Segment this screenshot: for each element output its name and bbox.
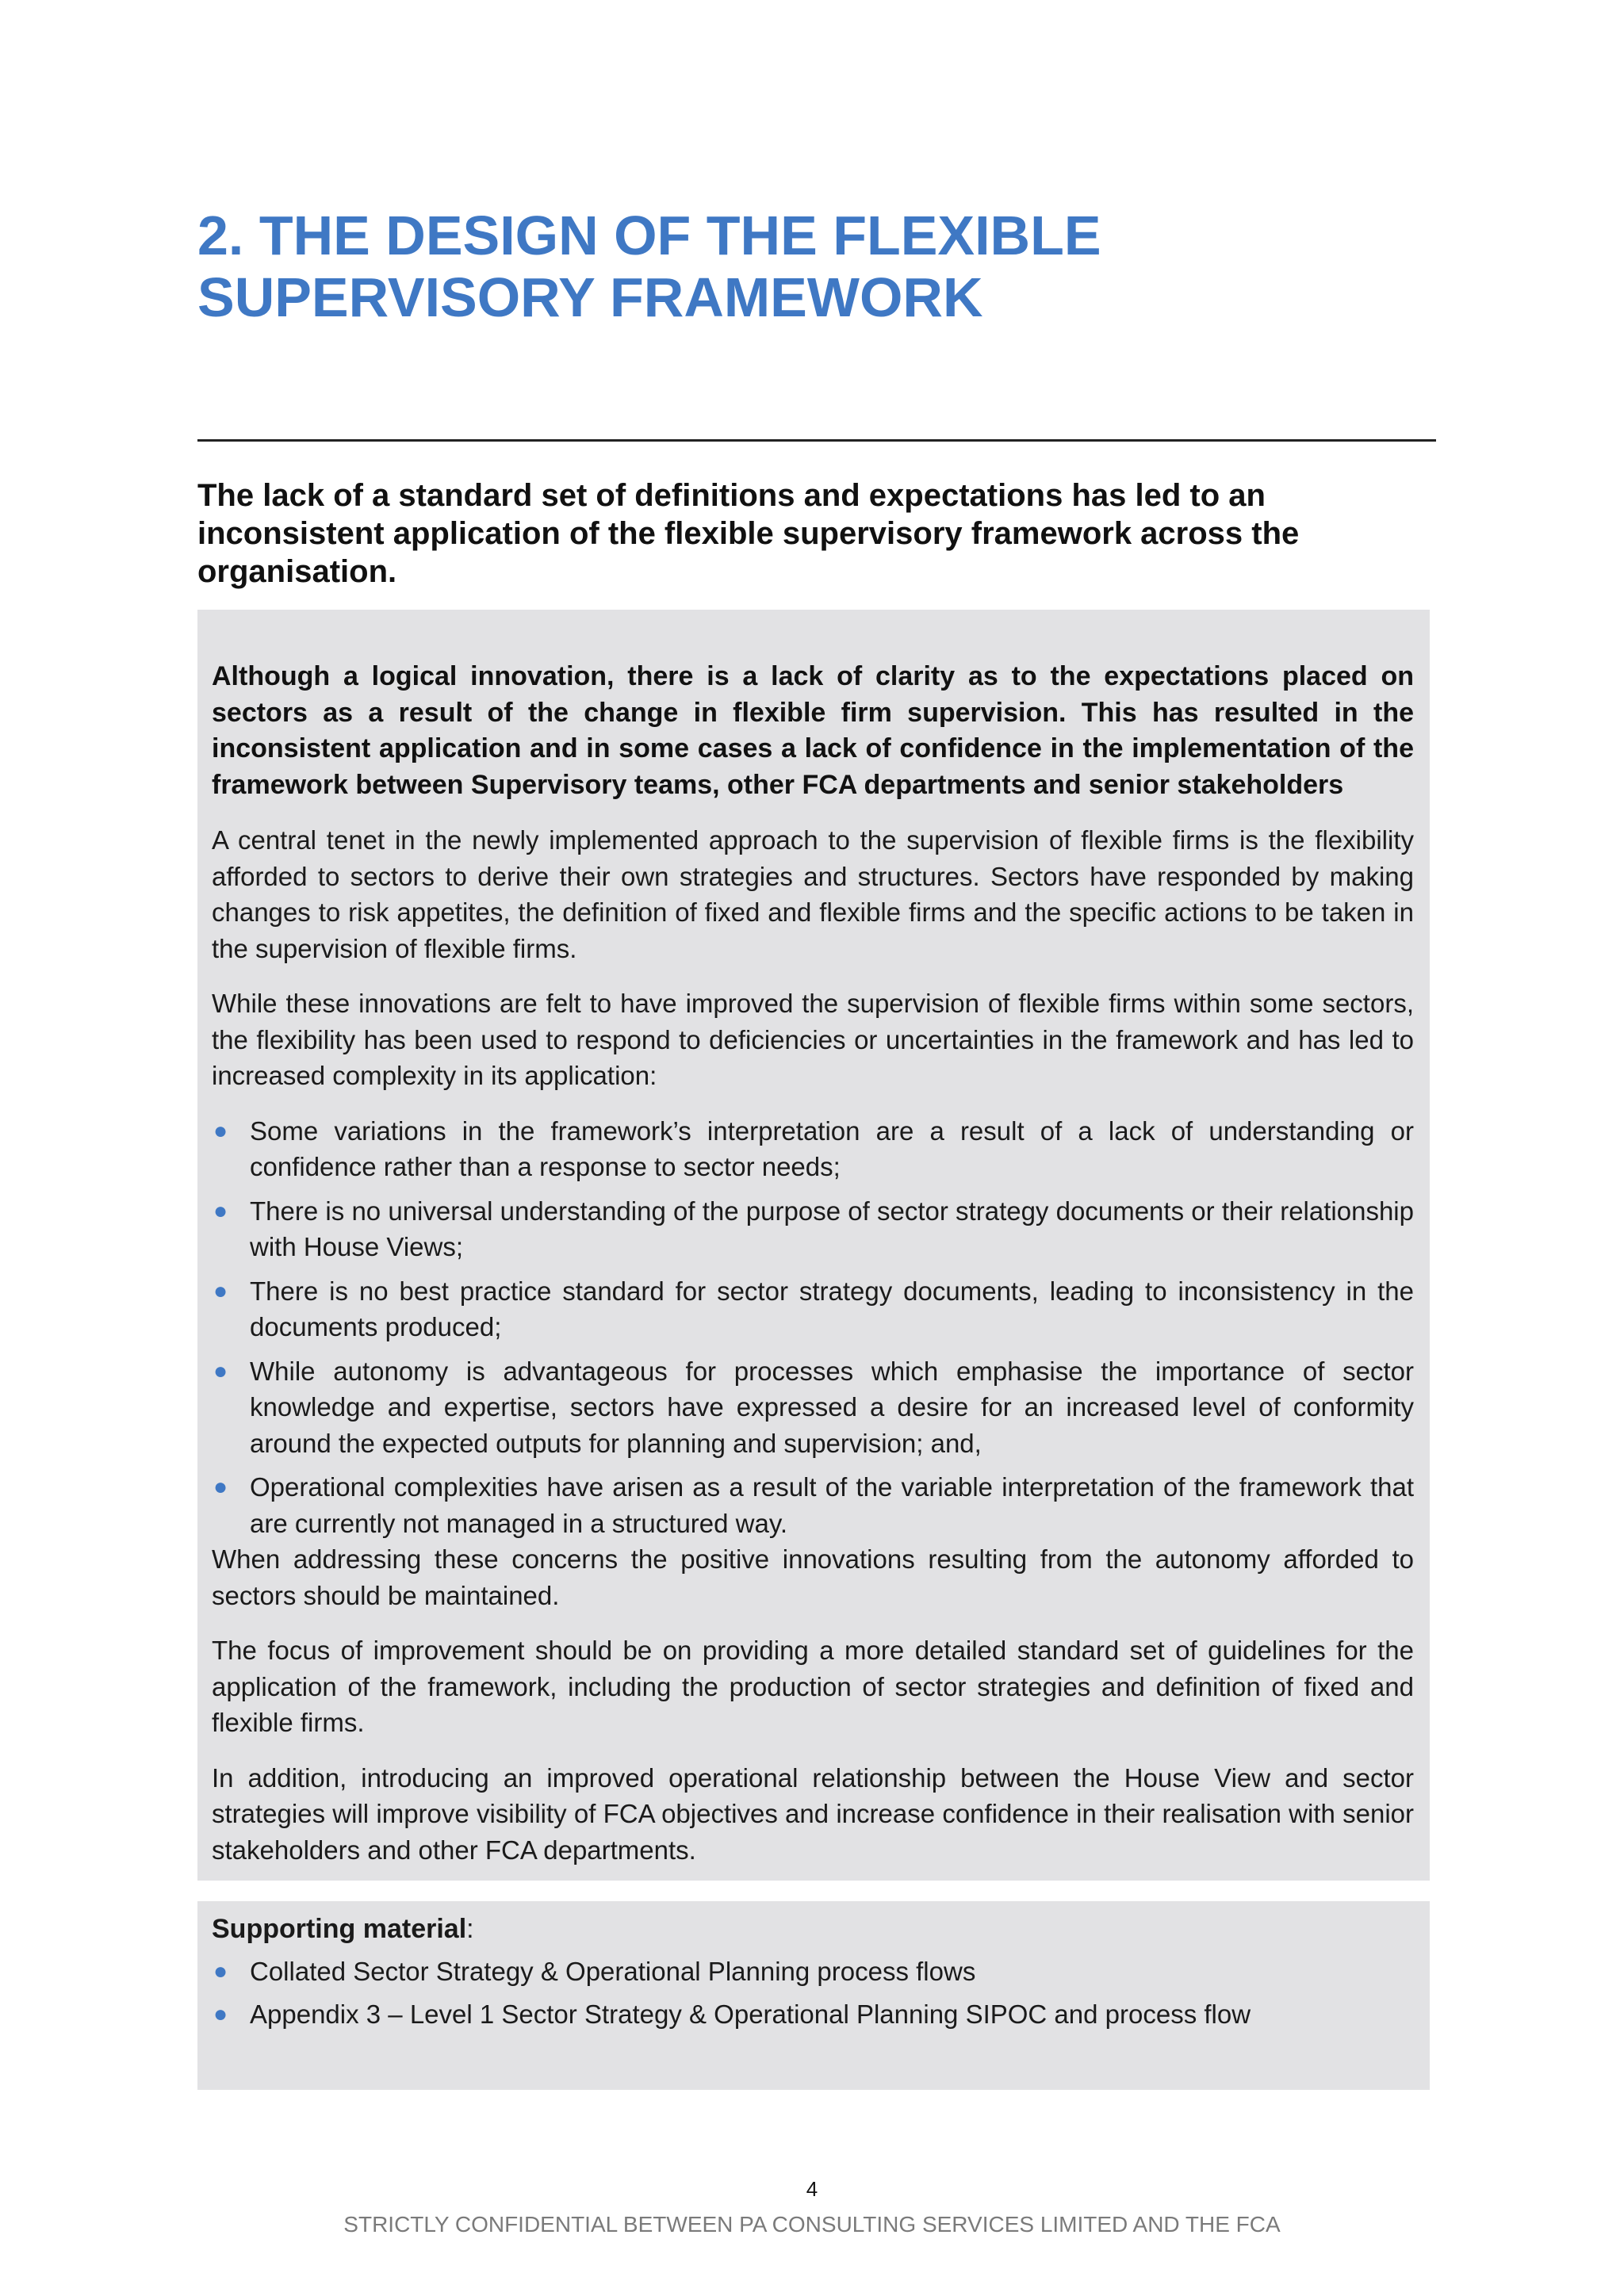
bullet-icon: ● [213,1117,228,1144]
list-item [212,1273,1414,1345]
findings-paragraph: A central tenet in the newly implemented approach to the supervision of flexible firms is the flexibility afforded to sectors to derive their own strategies and structures. Sectors have responded by making changes to risk appetites, the definition of fixed and flexible firms and the specific actions to be taken in the supervision of flexible firms. [212,825,1414,963]
findings-paragraph: While these innovations are felt to have improved the supervision of flexible firms within some sectors, the flexibility has been used to respond to deficiencies or uncertainties in the framework and has led to increased complexity in its application: [212,989,1414,1090]
page-title: 2. THE DESIGN OF THE FLEXIBLE SUPERVISORY FRAMEWORK [197,205,1101,328]
list-item [212,1113,1414,1185]
supporting-material-box [197,1901,1430,2090]
list-item [212,1469,1414,1541]
list-item [212,1996,1414,2033]
findings-box [197,610,1430,1881]
bullet-text: While autonomy is advantageous for processes which emphasise the importance of sector knowledge and expertise, sectors have expressed a desire for an increased level of conformity around the expected outputs for planning and supervision; and, [250,1356,1414,1458]
supporting-material-list [212,1954,1414,2032]
bullet-text: Operational complexities have arisen as a result of the variable interpretation of the framework that are currently not managed in a structured way. [250,1472,1414,1538]
findings-closing-paragraph: The focus of improvement should be on providing a more detailed standard set of guidelines for the application of the framework, including the production of sector strategies and definition of fixed and flexible firms. [212,1636,1414,1737]
supporting-material-title [212,1911,1414,1947]
title-divider [197,439,1436,442]
findings-lead: Although a logical innovation, there is a lack of clarity as to the expectations placed on sectors as a result of the change in flexible firm supervision. This has resulted in the inconsistent application and in some cases a lack of confidence in the implementation of the framework between Supervisory teams, other FCA departments and senior stakeholders [212,661,1414,800]
bullet-icon: ● [213,1197,228,1224]
bullet-icon: ● [213,1277,228,1304]
bullet-icon: ● [213,2000,228,2027]
bullet-text: Appendix 3 – Level 1 Sector Strategy & Operational Planning SIPOC and process flow [250,1999,1251,2029]
bullet-text: Some variations in the framework’s interpretation are a result of a lack of understanding or confidence rather than a response to sector needs; [250,1115,1414,1181]
confidentiality-footer: STRICTLY CONFIDENTIAL BETWEEN PA CONSULTING SERVICES LIMITED AND THE FCA [343,2212,1281,2237]
supporting-material-colon: : [466,1914,474,1944]
bullet-text: There is no universal understanding of the purpose of sector strategy documents or their relationship with House Views; [250,1196,1414,1261]
findings-bullet-list [212,1113,1414,1542]
bullet-icon: ● [213,1357,228,1384]
findings-closing-paragraph: In addition, introducing an improved operational relationship between the House View and sector strategies will improve visibility of FCA objectives and increase confidence in their realisation with senior stakeholders and other FCA departments. [212,1762,1414,1865]
list-item [212,1954,1414,1990]
section-heading: The lack of a standard set of definitions and expectations has led to an inconsistent application of the flexible supervisory framework across the organisation. [197,478,1300,589]
bullet-text: Collated Sector Strategy & Operational Planning process flows [250,1957,976,1986]
list-item [212,1353,1414,1462]
bullet-icon: ● [213,1474,228,1500]
bullet-icon: ● [213,1958,228,1984]
findings-closing-paragraph: When addressing these concerns the positive innovations resulting from the autonomy afforded to sectors should be maintained. [212,1544,1414,1610]
bullet-text: There is no best practice standard for sector strategy documents, leading to inconsistency in the documents produced; [250,1276,1414,1341]
page-number: 4 [806,2177,818,2201]
list-item [212,1193,1414,1265]
supporting-material-label: Supporting material [212,1914,467,1944]
